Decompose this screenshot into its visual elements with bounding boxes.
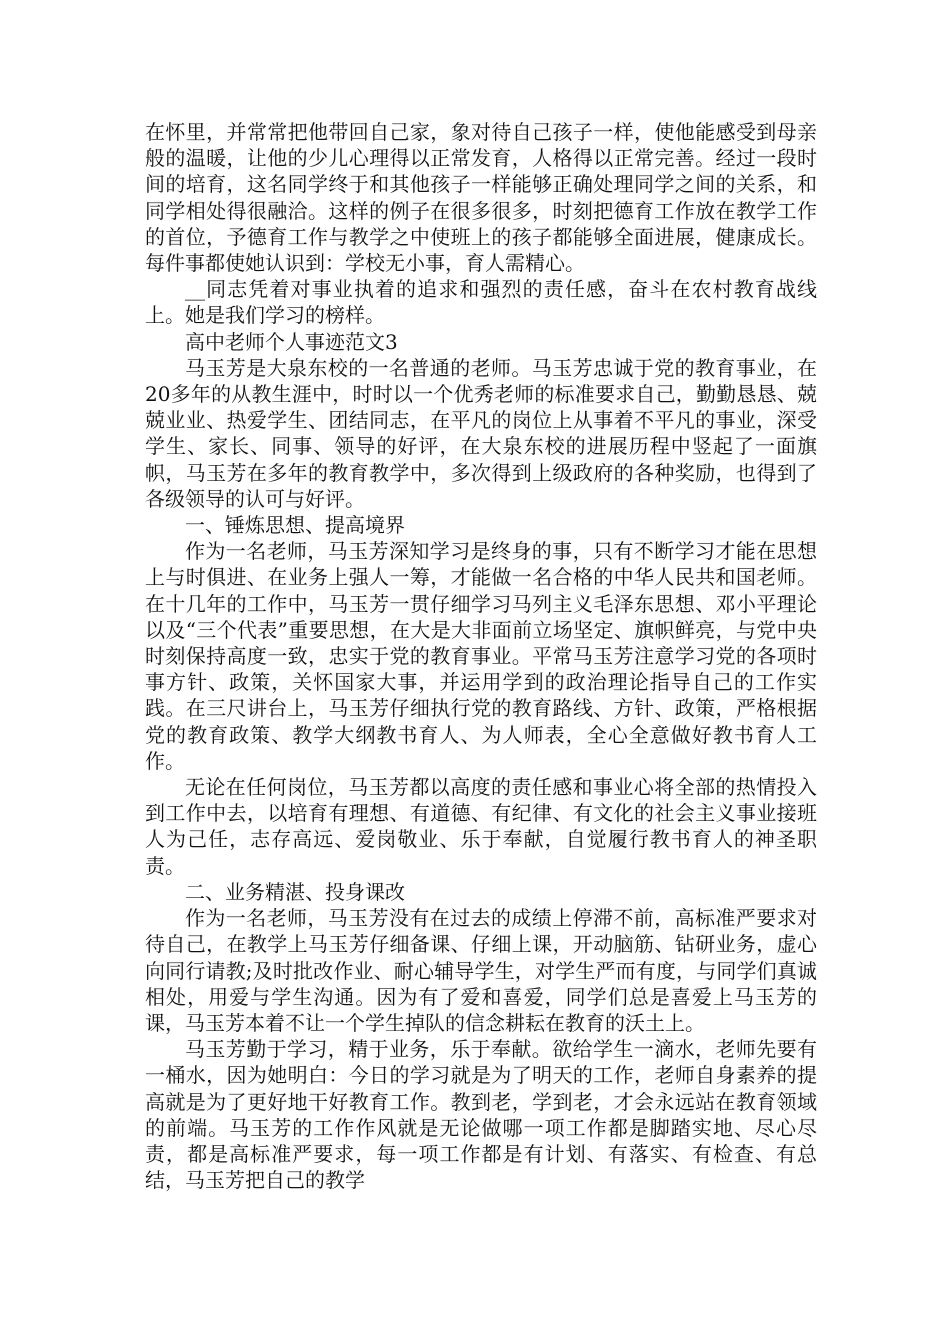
paragraph: 无论在任何岗位，马玉芳都以高度的责任感和事业心将全部的热情投入到工作中去，以培育有理想、有道德、有纪律、有文化的社会主义事业接班人为己任，志存高远、爱岗敬业、乐于奉献，自觉履行教书育人的神圣职责。 bbox=[145, 775, 817, 878]
paragraph: 作为一名老师，马玉芳没有在过去的成绩上停滞不前，高标准严要求对待自己，在教学上马玉芳仔细备课、仔细上课，开动脑筋、钻研业务，虚心向同行请教;及时批改作业、耐心辅导学生，对学生严而有度，与同学们真诚相处，用爱与学生沟通。因为有了爱和喜爱，同学们总是喜爱上马玉芳的课，马玉芳本着不让一个学生掉队的信念耕耘在教育的沃土上。 bbox=[145, 906, 817, 1035]
section-title: 高中老师个人事迹范文3 bbox=[185, 329, 398, 354]
document-body bbox=[145, 119, 817, 1193]
paragraph: 马玉芳勤于学习，精于业务，乐于奉献。欲给学生一滴水，老师先要有一桶水，因为她明白：今日的学习就是为了明天的工作，老师自身素养的提高就是为了更好地干好教育工作。教到老，学到老，才会永远站在教育领域的前端。马玉芳的工作作风就是无论做哪一项工作都是脚踏实地、尽心尽责，都是高标准严要求，每一项工作都是有计划、有落实、有检查、有总结，马玉芳把自己的教学 bbox=[145, 1037, 817, 1193]
paragraph: 在怀里，并常常把他带回自己家，象对待自己孩子一样，使他能感受到母亲般的温暖，让他的少儿心理得以正常发育，人格得以正常完善。经过一段时间的培育，这名同学终于和其他孩子一样能够正确处理同学之间的关系，和同学相处得很融洽。这样的例子在很多很多，时刻把德育工作放在教学工作的首位，予德育工作与教学之中使班上的孩子都能够全面进展，健康成长。每件事都使她认识到：学校无小事，育人需精心。 bbox=[145, 120, 817, 276]
paragraph: __同志凭着对事业执着的追求和强烈的责任感，奋斗在农村教育战线上。她是我们学习的榜样。 bbox=[145, 277, 817, 328]
paragraph: 马玉芳是大泉东校的一名普通的老师。马玉芳忠诚于党的教育事业，在20多年的从教生涯中，时时以一个优秀老师的标准要求自己，勤勤恳恳、兢兢业业、热爱学生、团结同志，在平凡的岗位上从事着不平凡的事业，深受学生、家长、同事、领导的好评，在大泉东校的进展历程中竖起了一面旗帜，马玉芳在多年的教育教学中，多次得到上级政府的各种奖励，也得到了各级领导的认可与好评。 bbox=[145, 355, 817, 511]
section-heading: 一、锤炼思想、提高境界 bbox=[185, 513, 405, 538]
paragraph: 作为一名老师，马玉芳深知学习是终身的事，只有不断学习才能在思想上与时俱进、在业务上强人一筹，才能做一名合格的中华人民共和国老师。在十几年的工作中，马玉芳一贯仔细学习马列主义毛泽东思想、邓小平理论以及“三个代表”重要思想，在大是大非面前立场坚定、旗帜鲜亮，与党中央时刻保持高度一致，忠实于党的教育事业。平常马玉芳注意学习党的各项时事方针、政策，关怀国家大事，并运用学到的政治理论指导自己的工作实践。在三尺讲台上，马玉芳仔细执行党的教育路线、方针、政策，严格根据党的教育政策、教学大纲教书育人、为人师表，全心全意做好教书育人工作。 bbox=[145, 539, 817, 773]
section-heading: 二、业务精湛、投身课改 bbox=[185, 879, 405, 904]
